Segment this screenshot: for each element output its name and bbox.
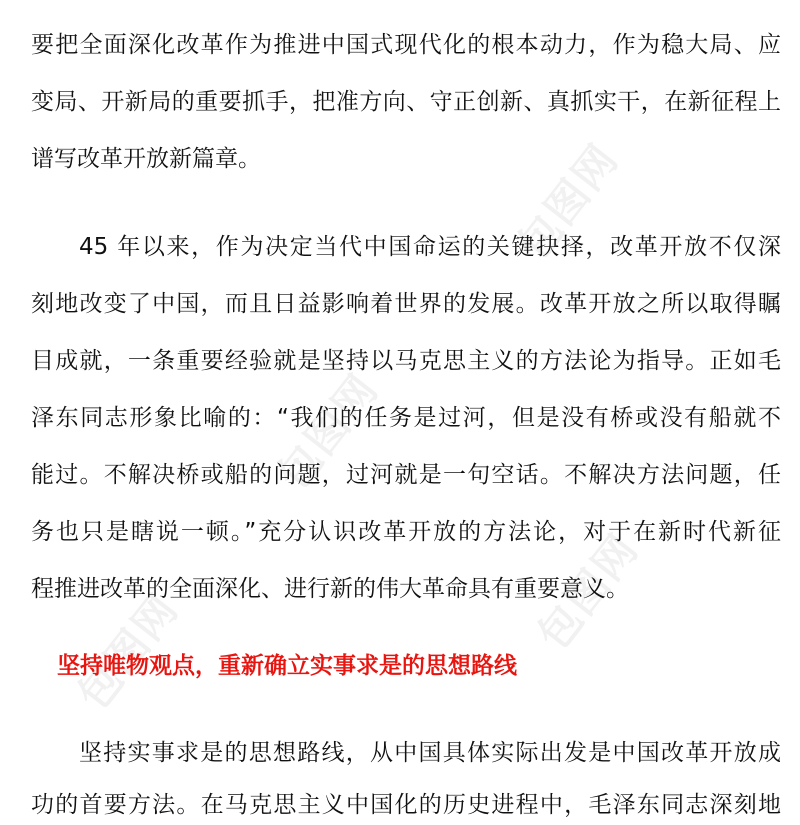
section-heading: 坚持唯物观点，重新确立实事求是的思想路线 (57, 653, 517, 679)
paragraph-2-line: 程推进改革的全面深化、进行新的伟大革命具有重要意义。 (31, 576, 629, 602)
paragraph-1-line: 要把全面深化改革作为推进中国式现代化的根本动力，作为稳大局、应 (31, 32, 781, 58)
paragraph-3-line: 功的首要方法。在马克思主义中国化的历史进程中，毛泽东同志深刻地 (31, 792, 781, 818)
paragraph-3-line: 坚持实事求是的思想路线，从中国具体实际出发是中国改革开放成 (79, 740, 781, 766)
paragraph-2-line: 目成就，一条重要经验就是坚持以马克思主义的方法论为指导。正如毛 (31, 348, 781, 374)
watermark-logo: 包图网 (268, 364, 388, 499)
paragraph-1-line: 谱写改革开放新篇章。 (31, 146, 261, 172)
paragraph-2-line: 泽东同志形象比喻的：“我们的任务是过河，但是没有桥或没有船就不 (31, 405, 781, 431)
watermark-logo: 包图网 (508, 134, 628, 269)
watermark-logo: 包图网 (528, 524, 648, 659)
paragraph-2-line: 刻地改变了中国，而且日益影响着世界的发展。改革开放之所以取得瞩 (31, 291, 781, 317)
paragraph-2-line: 务也只是瞎说一顿。”充分认识改革开放的方法论，对于在新时代新征 (31, 519, 781, 545)
paragraph-2-line: 45 年以来，作为决定当代中国命运的关键抉择，改革开放不仅深 (79, 234, 781, 260)
paragraph-1-line: 变局、开新局的重要抓手，把准方向、守正创新、真抓实干，在新征程上 (31, 89, 781, 115)
paragraph-2-line: 能过。不解决桥或船的问题，过河就是一句空话。不解决方法问题，任 (31, 462, 781, 488)
watermark-logo: 包图网 (68, 584, 188, 719)
